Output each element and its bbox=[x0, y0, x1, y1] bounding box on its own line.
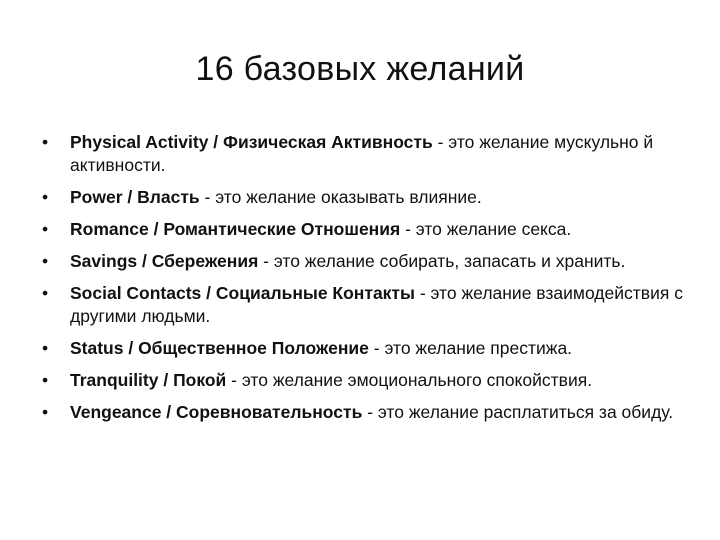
list-item bbox=[42, 218, 692, 241]
bullet-list bbox=[42, 131, 692, 433]
item-description: - это желание эмоционального спокойствия. bbox=[226, 370, 593, 390]
list-item bbox=[42, 186, 692, 209]
bullet-icon: • bbox=[42, 338, 49, 358]
item-description: - это желание взаимодействия с другими людьми. bbox=[70, 283, 683, 326]
bullet-icon: • bbox=[42, 219, 49, 239]
slide-title: 16 базовых желаний bbox=[195, 50, 525, 88]
item-term: Savings / Сбережения bbox=[70, 251, 259, 271]
item-term: Physical Activity / Физическая Активность bbox=[70, 132, 433, 152]
item-description: - это желание расплатиться за обиду. bbox=[362, 402, 674, 422]
list-item bbox=[42, 369, 692, 392]
bullet-icon: • bbox=[42, 370, 49, 390]
item-term: Romance / Романтические Отношения bbox=[70, 219, 401, 239]
bullet-icon: • bbox=[42, 251, 49, 271]
list-item bbox=[42, 282, 692, 328]
item-term: Power / Власть bbox=[70, 187, 200, 207]
list-item bbox=[42, 401, 692, 424]
bullet-icon: • bbox=[42, 402, 49, 422]
item-description: - это желание престижа. bbox=[368, 338, 573, 358]
list-item bbox=[42, 250, 692, 273]
item-description: - это желание мускульно й активности. bbox=[70, 132, 654, 175]
list-item bbox=[42, 131, 692, 177]
bullet-icon: • bbox=[42, 283, 49, 303]
bullet-icon: • bbox=[42, 132, 49, 152]
bullet-icon: • bbox=[42, 187, 49, 207]
list-item bbox=[42, 337, 692, 360]
item-description: - это желание собирать, запасать и хранить. bbox=[258, 251, 626, 271]
item-term: Vengeance / Соревновательность bbox=[70, 402, 363, 422]
item-term: Status / Общественное Положение bbox=[70, 338, 369, 358]
item-description: - это желание оказывать влияние. bbox=[199, 187, 482, 207]
item-description: - это желание секса. bbox=[400, 219, 572, 239]
item-term: Social Contacts / Социальные Контакты bbox=[70, 283, 415, 303]
item-term: Tranquility / Покой bbox=[70, 370, 227, 390]
